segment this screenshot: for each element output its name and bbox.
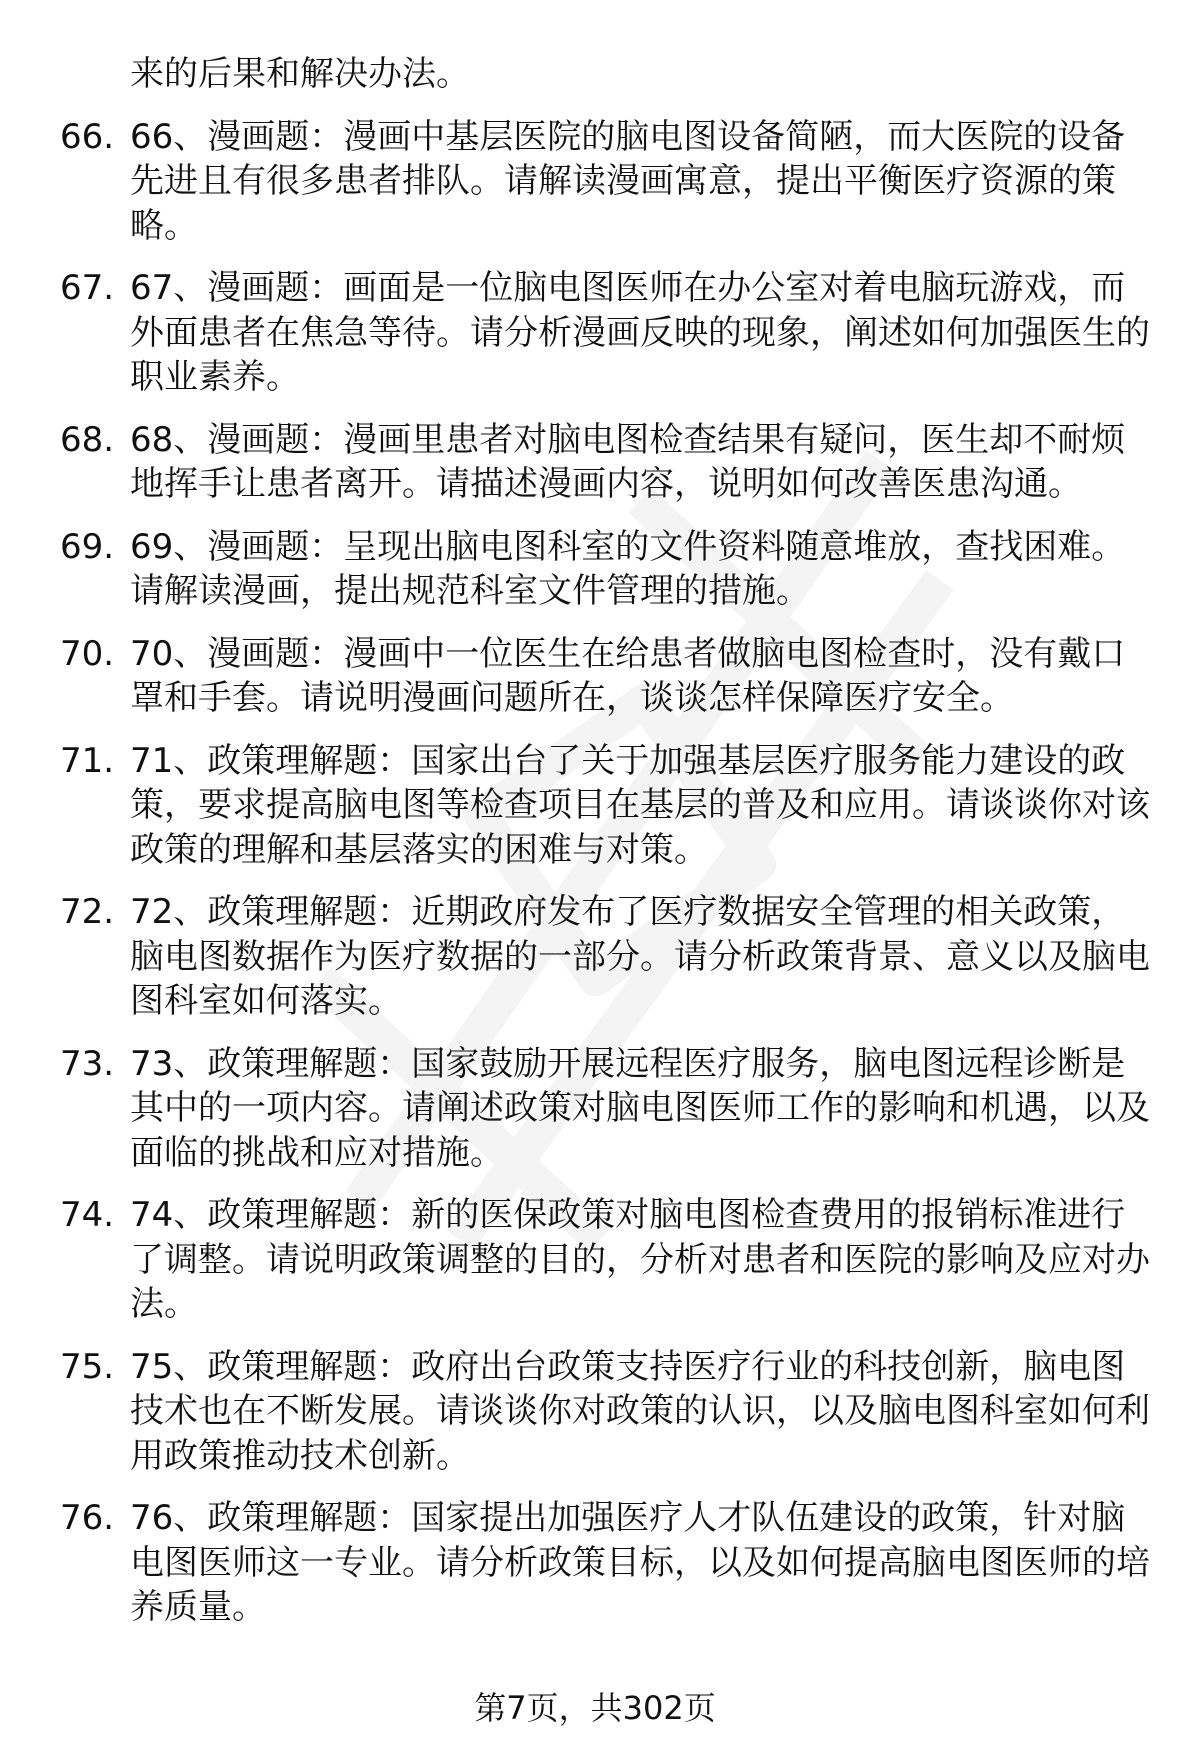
item-text: 71、政策理解题：国家出台了关于加强基层医疗服务能力建设的政策，要求提高脑电图等检查项目在基层的普及和应用。请谈谈你对该政策的理解和基层落实的困难与对策。 <box>130 740 1150 870</box>
list-item <box>0 52 1190 97</box>
list-item <box>0 632 1190 721</box>
list-item <box>0 115 1190 249</box>
list-item <box>0 1193 1190 1327</box>
list-item <box>0 266 1190 400</box>
item-text: 来的后果和解决办法。 <box>130 54 470 94</box>
item-text: 76、政策理解题：国家提出加强医疗人才队伍建设的政策，针对脑电图医师这一专业。请分析政策目标，以及如何提高脑电图医师的培养质量。 <box>130 1498 1150 1627</box>
item-number: 68. <box>60 419 115 460</box>
item-text: 70、漫画题：漫画中一位医生在给患者做脑电图检查时，没有戴口罩和手套。请说明漫画问题所在，谈谈怎样保障医疗安全。 <box>130 633 1126 718</box>
list-item <box>0 1496 1190 1630</box>
item-number: 69. <box>60 526 115 567</box>
item-text: 68、漫画题：漫画里患者对脑电图检查结果有疑问，医生却不耐烦地挥手让患者离开。请描述漫画内容，说明如何改善医患沟通。 <box>130 419 1126 504</box>
list-item <box>0 739 1190 873</box>
list-item <box>0 525 1190 614</box>
list-item <box>0 418 1190 507</box>
item-number: 67. <box>60 268 115 308</box>
item-number: 70. <box>60 633 115 674</box>
item-number: 74. <box>60 1195 115 1235</box>
item-number: 66. <box>60 116 115 157</box>
item-number: 75. <box>60 1346 115 1387</box>
list-item <box>0 1042 1190 1176</box>
page-number: 第7页，共302页 <box>474 1689 716 1727</box>
list-item <box>0 890 1190 1024</box>
item-text: 73、政策理解题：国家鼓励开展远程医疗服务，脑电图远程诊断是其中的一项内容。请阐述政策对脑电图医师工作的影响和机遇，以及面临的挑战和应对措施。 <box>130 1043 1150 1173</box>
item-text: 72、政策理解题：近期政府发布了医疗数据安全管理的相关政策，脑电图数据作为医疗数据的一部分。请分析政策背景、意义以及脑电图科室如何落实。 <box>130 892 1150 1021</box>
list-item <box>0 1345 1190 1479</box>
item-text: 67、漫画题：画面是一位脑电图医师在办公室对着电脑玩游戏，而外面患者在焦急等待。请分析漫画反映的现象，阐述如何加强医生的职业素养。 <box>130 268 1150 397</box>
item-number: 72. <box>60 892 115 932</box>
question-list <box>0 52 1190 1630</box>
item-text: 66、漫画题：漫画中基层医院的脑电图设备简陋，而大医院的设备先进且有很多患者排队。请解读漫画寓意，提出平衡医疗资源的策略。 <box>130 116 1126 246</box>
item-number: 73. <box>60 1043 115 1084</box>
item-text: 75、政策理解题：政府出台政策支持医疗行业的科技创新，脑电图技术也在不断发展。请谈谈你对政策的认识，以及脑电图科室如何利用政策推动技术创新。 <box>130 1346 1150 1476</box>
item-number: 71. <box>60 740 115 781</box>
item-text: 74、政策理解题：新的医保政策对脑电图检查费用的报销标准进行了调整。请说明政策调整的目的，分析对患者和医院的影响及应对办法。 <box>130 1195 1150 1324</box>
item-number: 76. <box>60 1498 115 1538</box>
item-text: 69、漫画题：呈现出脑电图科室的文件资料随意堆放，查找困难。请解读漫画，提出规范科室文件管理的措施。 <box>130 526 1126 611</box>
